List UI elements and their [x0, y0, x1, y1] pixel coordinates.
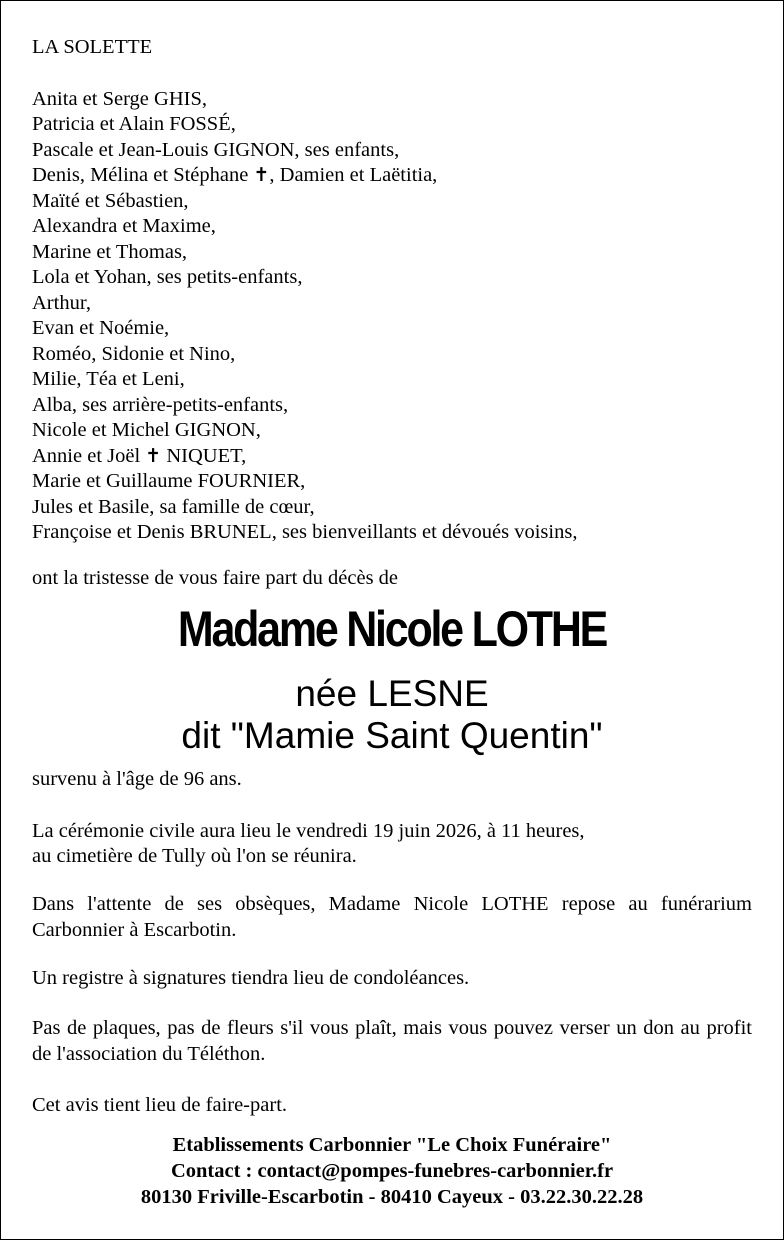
family-line-text: , Damien et Laëtitia,: [269, 164, 438, 186]
family-line: Marine et Thomas,: [32, 241, 188, 263]
family-line: Françoise et Denis BRUNEL, ses bienveillants et dévoués voisins,: [32, 521, 578, 543]
funeral-company: Etablissements Carbonnier "Le Choix Funéraire": [172, 1134, 612, 1156]
deceased-name: Madame Nicole LOTHE: [177, 601, 607, 657]
company-address: 80130 Friville-Escarbotin - 80410 Cayeux - 03.22.30.22.28: [140, 1186, 644, 1208]
family-line: [32, 163, 437, 189]
family-line: Pascale et Jean-Louis GIGNON, ses enfants,: [32, 139, 400, 161]
birth-name: née LESNE: [295, 673, 489, 714]
family-line: Maïté et Sébastien,: [32, 190, 189, 212]
closing-text: Cet avis tient lieu de faire-part.: [32, 1094, 288, 1116]
family-line: Lola et Yohan, ses petits-enfants,: [32, 266, 303, 288]
cross-icon: ✝: [253, 164, 270, 186]
family-line-text: Annie et Joël: [32, 445, 146, 467]
family-line-text: NIQUET,: [161, 445, 247, 467]
nickname: dit "Mamie Saint Quentin": [181, 715, 603, 756]
family-line: Nicole et Michel GIGNON,: [32, 419, 261, 441]
family-line: Arthur,: [32, 292, 91, 314]
family-line: Patricia et Alain FOSSÉ,: [32, 113, 236, 135]
contact-email: Contact : contact@pompes-funebres-carbonnier.fr: [170, 1160, 614, 1182]
ceremony-text: au cimetière de Tully où l'on se réunira.: [32, 845, 357, 867]
family-line: Milie, Téa et Leni,: [32, 368, 185, 390]
family-line: Roméo, Sidonie et Nino,: [32, 343, 236, 365]
age-text: survenu à l'âge de 96 ans.: [32, 768, 242, 790]
ceremony-text: La cérémonie civile aura lieu le vendredi 19 juin 2026, à 11 heures,: [32, 820, 585, 842]
family-line: Jules et Basile, sa famille de cœur,: [32, 496, 315, 518]
family-line: Anita et Serge GHIS,: [32, 88, 207, 110]
family-line: Alba, ses arrière-petits-enfants,: [32, 394, 289, 416]
family-line: Alexandra et Maxime,: [32, 215, 216, 237]
family-line-text: Denis, Mélina et Stéphane: [32, 164, 254, 186]
family-line: Evan et Noémie,: [32, 317, 170, 339]
location-heading: LA SOLETTE: [32, 36, 153, 58]
register-text: Un registre à signatures tiendra lieu de condoléances.: [32, 967, 470, 989]
family-line: Marie et Guillaume FOURNIER,: [32, 470, 306, 492]
rest-text: Dans l'attente de ses obsèques, Madame Nicole LOTHE repose au funérarium Carbonnier à Escarbotin.: [32, 893, 752, 941]
cross-icon: ✝: [145, 445, 162, 467]
family-line: [32, 444, 246, 470]
announcement-text: ont la tristesse de vous faire part du décès de: [32, 567, 399, 589]
donation-text: Pas de plaques, pas de fleurs s'il vous plaît, mais vous pouvez verser un don au profit de l'association du Téléthon.: [32, 1017, 752, 1065]
